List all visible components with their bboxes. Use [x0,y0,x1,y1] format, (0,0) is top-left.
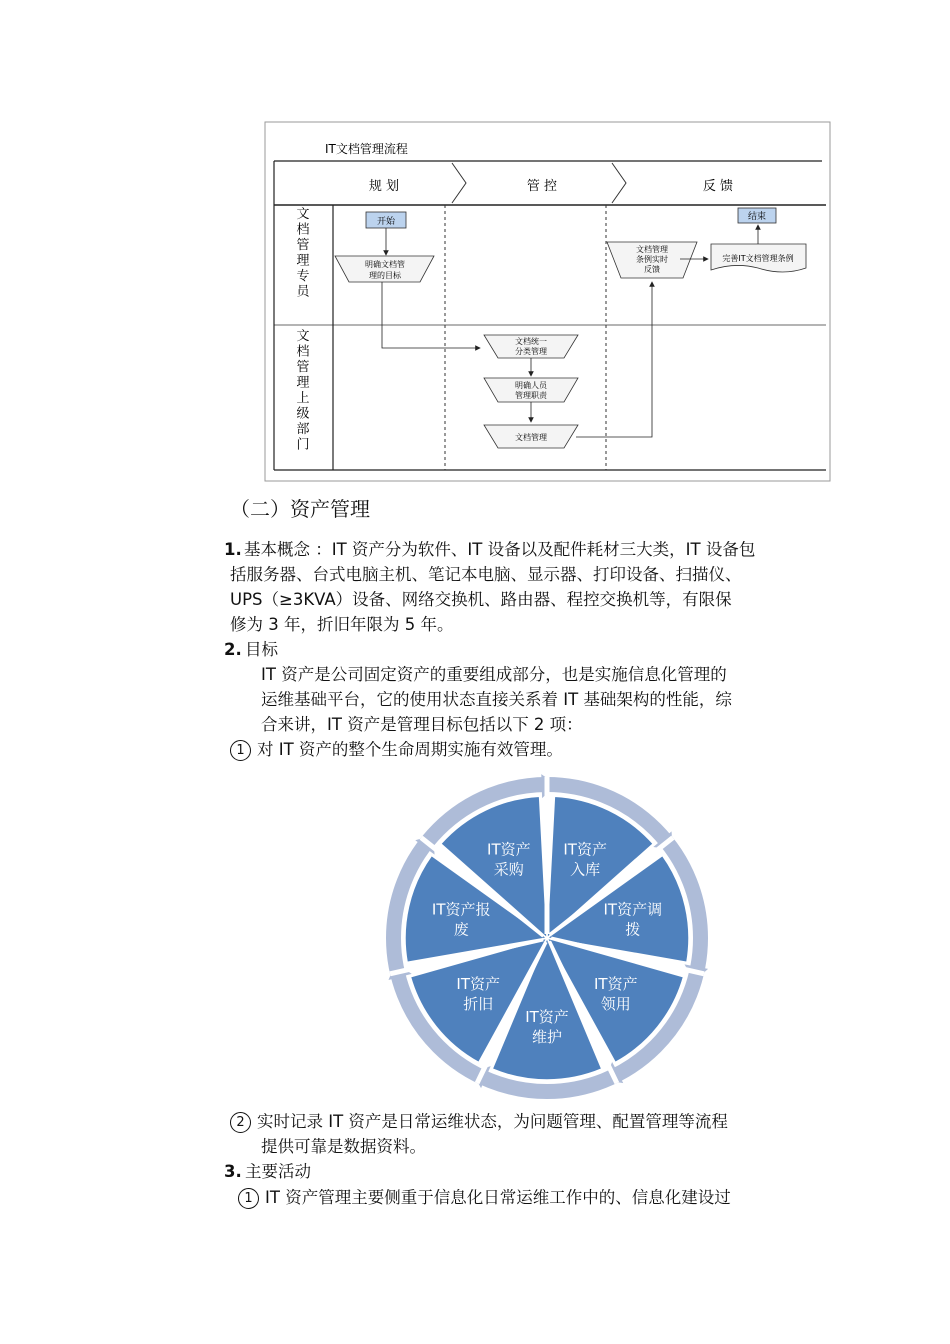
svg-text:条例实时: 条例实时 [636,255,668,264]
svg-text:文档管理: 文档管理 [636,245,668,254]
svg-text:管理职责: 管理职责 [515,391,547,400]
lane-label-text: 文档管理专员 [296,207,310,300]
concept-number: 1. [224,540,242,559]
svg-text:结束: 结束 [747,212,767,222]
goal-line-2: 运维基础平台，它的使用状态直接关系着 IT 基础架构的性能，综 [261,690,732,709]
svg-text:分类管理: 分类管理 [515,347,547,356]
svg-text:文档统一: 文档统一 [515,337,547,346]
svg-text:反馈: 反馈 [644,265,660,274]
concept-line-1: 基本概念 ：IT 资产分为软件、IT 设备以及配件耗材三大类，IT 设备包 [244,540,756,559]
goal-item-1-text: 对 IT 资产的整个生命周期实施有效管理。 [257,740,563,759]
concept-line-3: UPS（≥3KVA）设备、网络交换机、路由器、程控交换机等，有限保 [230,590,732,609]
svg-text:理的目标: 理的目标 [369,271,401,280]
activity-title: 主要活动 [245,1162,311,1181]
phase-feedback: 反 馈 [702,179,734,194]
flowchart-title: IT文档管理流程 [325,142,408,156]
lane-label-text: 文档管理上级部门 [296,329,310,453]
goal-item-2-line-1: 实时记录 IT 资产是日常运维状态，为问题管理、配置管理等流程 [257,1112,728,1131]
goal-title: 目标 [245,640,278,659]
goal-item-2 [230,1109,728,1134]
cycle-segment-label: IT资产维护 [525,1008,569,1046]
cycle-segment-label: IT资产调拨 [603,900,663,939]
svg-text:开始: 开始 [376,217,396,227]
goal-item-2-line-2: 提供可靠是数据资料。 [261,1137,426,1156]
svg-text:完善IT文档管理条例: 完善IT文档管理条例 [722,254,794,263]
svg-text:明确人员: 明确人员 [515,381,547,390]
cycle-segment-label: IT资产采购 [487,840,531,879]
cycle-segment-label: IT资产报废 [431,900,491,939]
phase-control: 管 控 [526,179,558,194]
circled-number-2: 2 [230,1112,251,1133]
goal-line-3: 合来讲，IT 资产是管理目标包括以下 2 项： [261,715,583,734]
circled-number-1: 1 [230,740,251,761]
cycle-segment-label: IT资产领用 [594,974,638,1013]
svg-text:明确文档管: 明确文档管 [365,260,405,269]
circled-number-1b: 1 [238,1188,259,1209]
cycle-segment-label: IT资产折旧 [456,974,500,1013]
section-title: （二）资产管理 [230,497,370,521]
concept-line-2: 括服务器、台式电脑主机、笔记本电脑、显示器、打印设备、扫描仪、 [230,565,742,584]
cycle-segment-label: IT资产入库 [563,840,607,879]
concept-line-4: 修为 3 年，折旧年限为 5 年。 [230,615,454,634]
goal-line-1: IT 资产是公司固定资产的重要组成部分，也是实施信息化管理的 [261,665,727,684]
goal-number: 2. [224,640,242,659]
activity-item-1-text: IT 资产管理主要侧重于信息化日常运维工作中的、信息化建设过 [265,1188,731,1207]
svg-text:文档管理: 文档管理 [515,433,547,442]
activity-number: 3. [224,1162,242,1181]
phase-plan: 规 划 [368,179,400,194]
activity-item-1 [238,1185,731,1210]
